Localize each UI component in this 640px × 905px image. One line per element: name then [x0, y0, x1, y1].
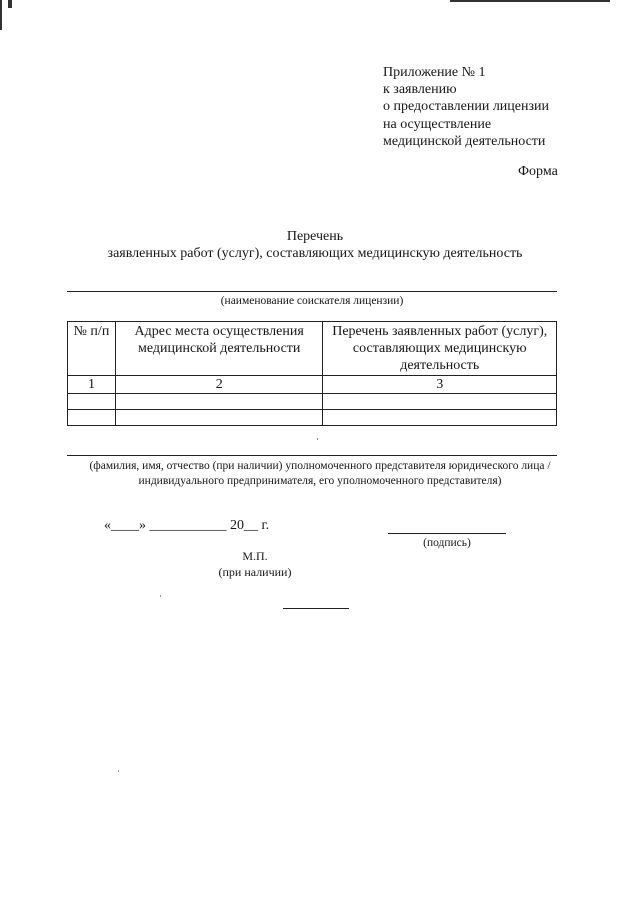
stamp-label: М.П. — [242, 549, 268, 563]
appendix-line: на осуществление — [383, 116, 492, 132]
document-title: Перечень — [286, 229, 344, 244]
signature-line — [388, 533, 506, 534]
table-cell — [68, 410, 116, 426]
scan-artifact-top-line — [450, 0, 610, 2]
signature-caption: (подпись) — [423, 537, 471, 549]
works-table — [67, 321, 557, 426]
table-header-row — [68, 322, 557, 376]
table-cell — [115, 410, 323, 426]
header-address: Адрес места осуществления медицинской деятельности — [115, 322, 323, 376]
scan-speck — [317, 438, 318, 440]
table-cell — [323, 410, 557, 426]
appendix-header — [383, 64, 549, 150]
representative-caption-line: индивидуального предпринимателя, его уполномоченного представителя) — [138, 475, 502, 487]
numbering-cell: 2 — [115, 376, 323, 394]
table-cell — [115, 394, 323, 410]
date-field: «____» ___________ 20__ г. — [104, 518, 270, 533]
appendix-line: Приложение № 1 — [383, 65, 486, 80]
applicant-name-line — [67, 291, 557, 292]
document-subtitle: заявленных работ (услуг), составляющих медицинскую деятельность — [107, 246, 523, 261]
representative-caption-line: (фамилия, имя, отчество (при наличии) уполномоченного представителя юридического лица / — [89, 460, 551, 472]
header-number: № п/п — [68, 322, 116, 376]
applicant-caption: (наименование соискателя лицензии) — [220, 295, 404, 307]
table-row — [68, 410, 557, 426]
table-cell — [323, 394, 557, 410]
scan-speck — [160, 595, 161, 597]
numbering-cell: 3 — [323, 376, 557, 394]
end-divider — [283, 608, 349, 609]
appendix-line: о предоставлении лицензии — [383, 99, 550, 115]
scan-artifact-corner — [8, 0, 12, 8]
table-cell — [68, 394, 116, 410]
appendix-line: медицинской деятельности — [383, 133, 546, 149]
numbering-cell: 1 — [68, 376, 116, 394]
representative-name-line — [67, 455, 557, 456]
form-label: Форма — [518, 164, 558, 179]
stamp-block — [200, 548, 310, 580]
appendix-line: к заявлению — [383, 82, 457, 98]
scan-speck — [118, 770, 119, 772]
representative-caption — [40, 459, 600, 489]
scan-artifact-left-edge — [0, 0, 2, 30]
header-works: Перечень заявленных работ (услуг), составляющих медицинскую деятельность — [323, 322, 557, 376]
table-numbering-row — [68, 376, 557, 394]
stamp-note: (при наличии) — [218, 565, 292, 579]
table-row — [68, 394, 557, 410]
